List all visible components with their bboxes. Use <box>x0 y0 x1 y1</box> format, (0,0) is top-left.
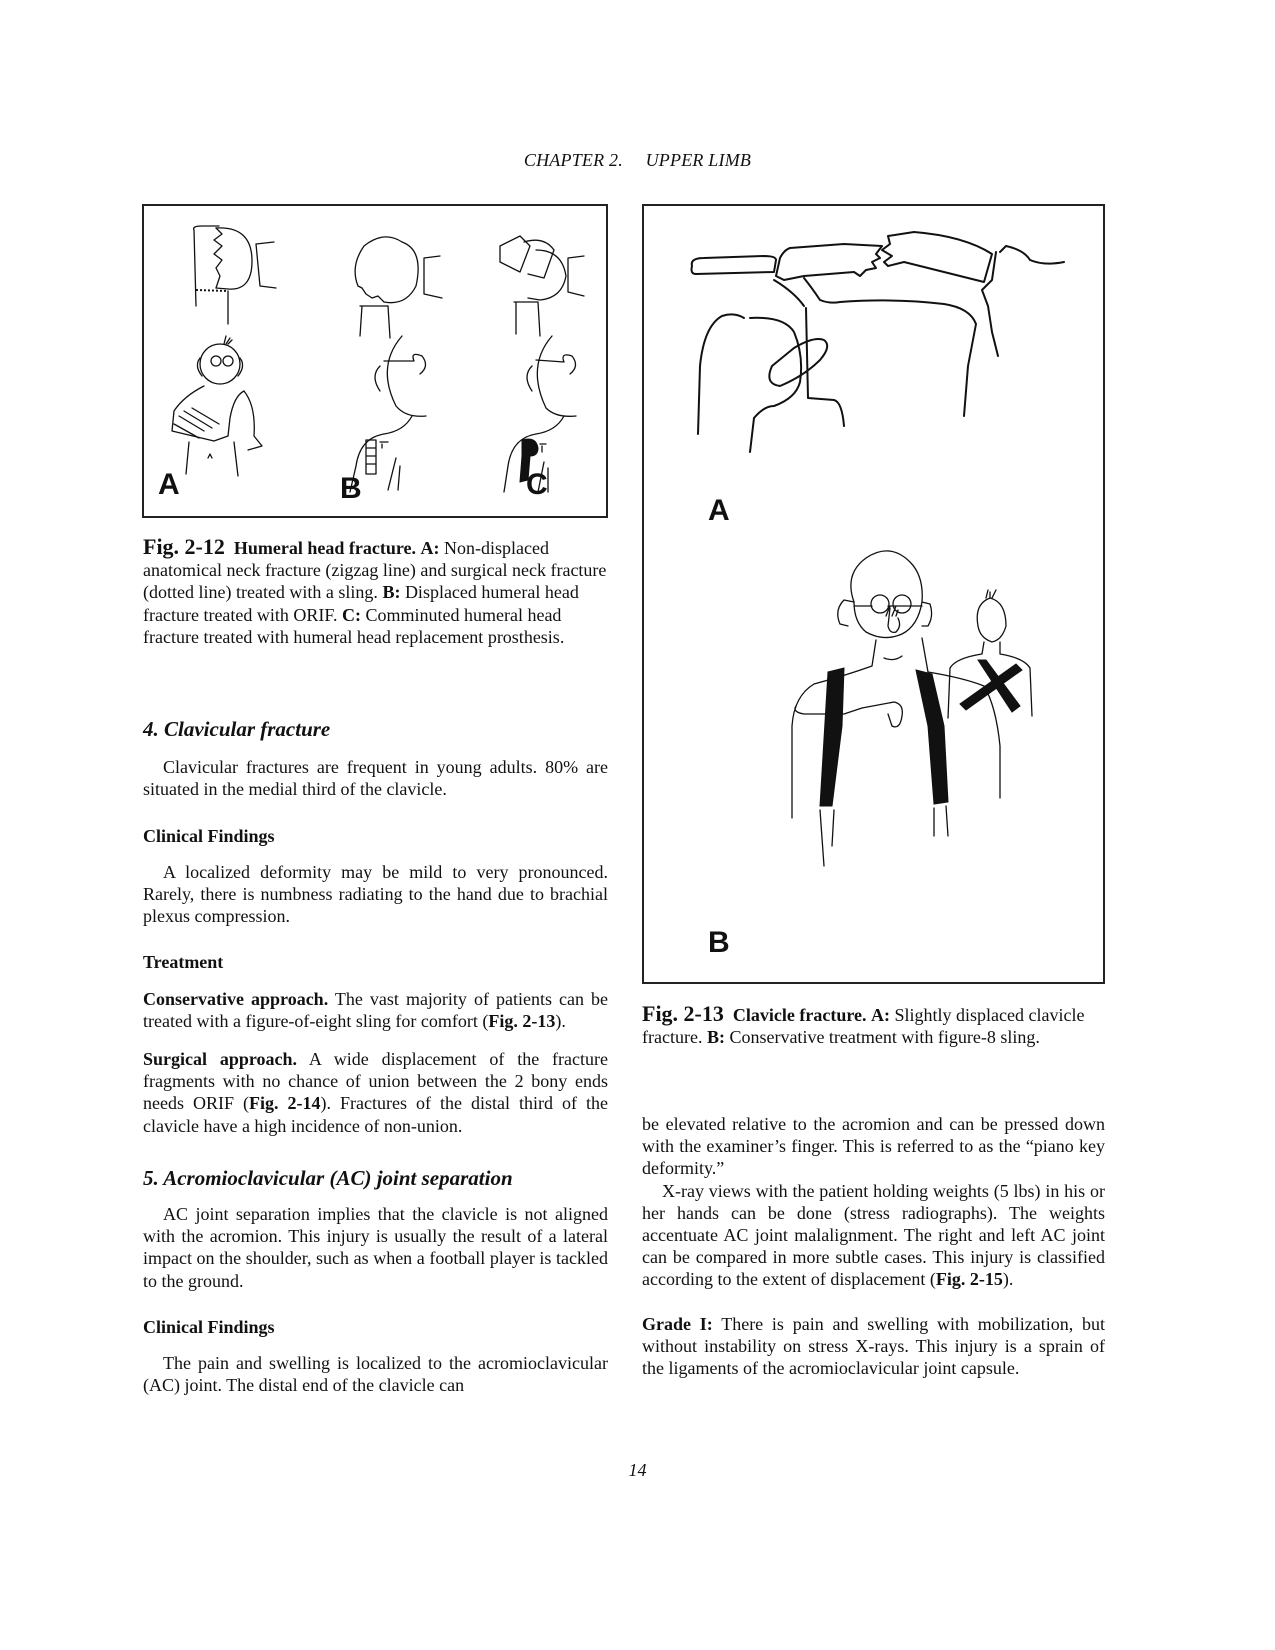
surgical-label: Surgical approach. <box>143 1049 298 1070</box>
grade-1-paragraph <box>642 1313 1105 1380</box>
page-number: 14 <box>628 1460 647 1480</box>
chapter-number: CHAPTER 2. <box>523 150 623 170</box>
figure-title: Clavicle fracture. <box>732 1005 867 1025</box>
caption-label-a: A: <box>420 538 440 558</box>
figure-2-13-caption <box>642 1003 1102 1048</box>
panel-label-a: A <box>158 468 180 501</box>
clinical-findings-heading: Clinical Findings <box>143 825 275 846</box>
conservative-label: Conservative approach. <box>143 988 329 1009</box>
chapter-title: UPPER LIMB <box>645 150 752 170</box>
panel-b-humerus <box>350 237 442 492</box>
section-4-intro: Clavicular fractures are frequent in young adults. 80% are situated in the medial third of the clavicle. <box>143 757 608 800</box>
panel-a-clavicle-xray <box>692 232 1065 452</box>
panel-label-b: B <box>340 472 362 505</box>
grade-1-text: There is pain and swelling with mobilization, but without instability on stress X-rays. This injury is a sprain of the ligaments of the acromioclavicular joint capsule. <box>642 1313 1105 1379</box>
figure-2-13 <box>642 204 1105 984</box>
panel-label-a: A <box>708 494 730 527</box>
figure-number: Fig. 2-12 <box>143 534 225 559</box>
clinical-findings-text-2: The pain and swelling is localized to the acromioclavicular (AC) joint. The distal end of the clavicle can <box>143 1353 608 1396</box>
conservative-text: The vast majority of patients can be treated with a figure-of-eight sling for comfort ( <box>143 988 608 1031</box>
clavicle-fracture-illustration <box>644 206 1103 982</box>
panel-b-figure-8-sling <box>792 551 1032 866</box>
surgical-approach-paragraph <box>143 1048 608 1137</box>
caption-text-a: Slightly displaced clavicle fracture. <box>642 1005 1085 1048</box>
right-column <box>642 1113 1105 1379</box>
panel-c-humerus <box>500 236 584 492</box>
caption-label-b: B: <box>382 582 401 603</box>
caption-label-c: C: <box>341 604 361 625</box>
caption-text-b: Displaced humeral head fracture treated with ORIF. <box>143 582 579 625</box>
caption-text-b: Conservative treatment with figure-8 sling. <box>729 1027 1040 1048</box>
panel-label-c: C <box>526 468 548 501</box>
panel-label-b: B <box>708 926 730 959</box>
figure-title: Humeral head fracture. <box>233 538 417 558</box>
running-head <box>0 150 1275 171</box>
figure-reference-2-13[interactable]: Fig. 2-13 <box>488 1010 556 1031</box>
conservative-approach-paragraph <box>143 988 608 1032</box>
surgical-text-end: ). Fractures of the distal third of the clavicle have a high incidence of non-union. <box>143 1093 608 1136</box>
treatment-heading: Treatment <box>143 952 224 973</box>
clinical-findings-text: A localized deformity may be mild to very pronounced. Rarely, there is numbness radiating to the hand due to brachial plexus compression. <box>143 861 608 927</box>
conservative-text-end: ). <box>555 1010 566 1031</box>
caption-label-a: A: <box>871 1005 891 1025</box>
section-5-intro: AC joint separation implies that the clavicle is not aligned with the acromion. This injury is usually the result of a lateral impact on the shoulder, such as when a football player is tackled to the ground. <box>143 1204 608 1291</box>
panel-a-humerus <box>172 226 276 476</box>
figure-number: Fig. 2-13 <box>642 1001 724 1026</box>
xray-text-end: ). <box>1002 1269 1014 1290</box>
caption-label-b: B: <box>706 1027 725 1048</box>
continuation-paragraph: be elevated relative to the acromion and can be pressed down with the examiner’s finger. This is referred to as the “piano key deformity.” <box>642 1114 1105 1179</box>
figure-reference-2-15[interactable]: Fig. 2-15 <box>935 1269 1003 1290</box>
figure-2-12-caption <box>143 536 608 648</box>
xray-paragraph <box>642 1180 1105 1291</box>
figure-2-12 <box>142 204 608 518</box>
section-5-title: 5. Acromioclavicular (AC) joint separation <box>143 1165 513 1190</box>
grade-1-label: Grade I: <box>642 1313 713 1334</box>
xray-text: X-ray views with the patient holding weights (5 lbs) in his or her hands can be done (stress radiographs). The weights accentuate AC joint malalignment. The right and left AC joint can be compared in more subtle cases. This injury is classified according to the extent of displacement ( <box>642 1180 1105 1290</box>
caption-text-c: Comminuted humeral head fracture treated with humeral head replacement prosthesis. <box>143 604 565 647</box>
caption-text-a: Non-displaced anatomical neck fracture (zigzag line) and surgical neck fracture (dotted line) treated with a sling. <box>143 538 607 603</box>
left-column <box>143 718 608 1396</box>
clinical-findings-heading-2: Clinical Findings <box>143 1316 275 1337</box>
section-4-title: 4. Clavicular fracture <box>143 717 331 741</box>
figure-reference-2-14[interactable]: Fig. 2-14 <box>249 1093 321 1114</box>
surgical-text: A wide displacement of the fracture fragments with no chance of union between the 2 bony ends needs ORIF ( <box>143 1049 608 1114</box>
